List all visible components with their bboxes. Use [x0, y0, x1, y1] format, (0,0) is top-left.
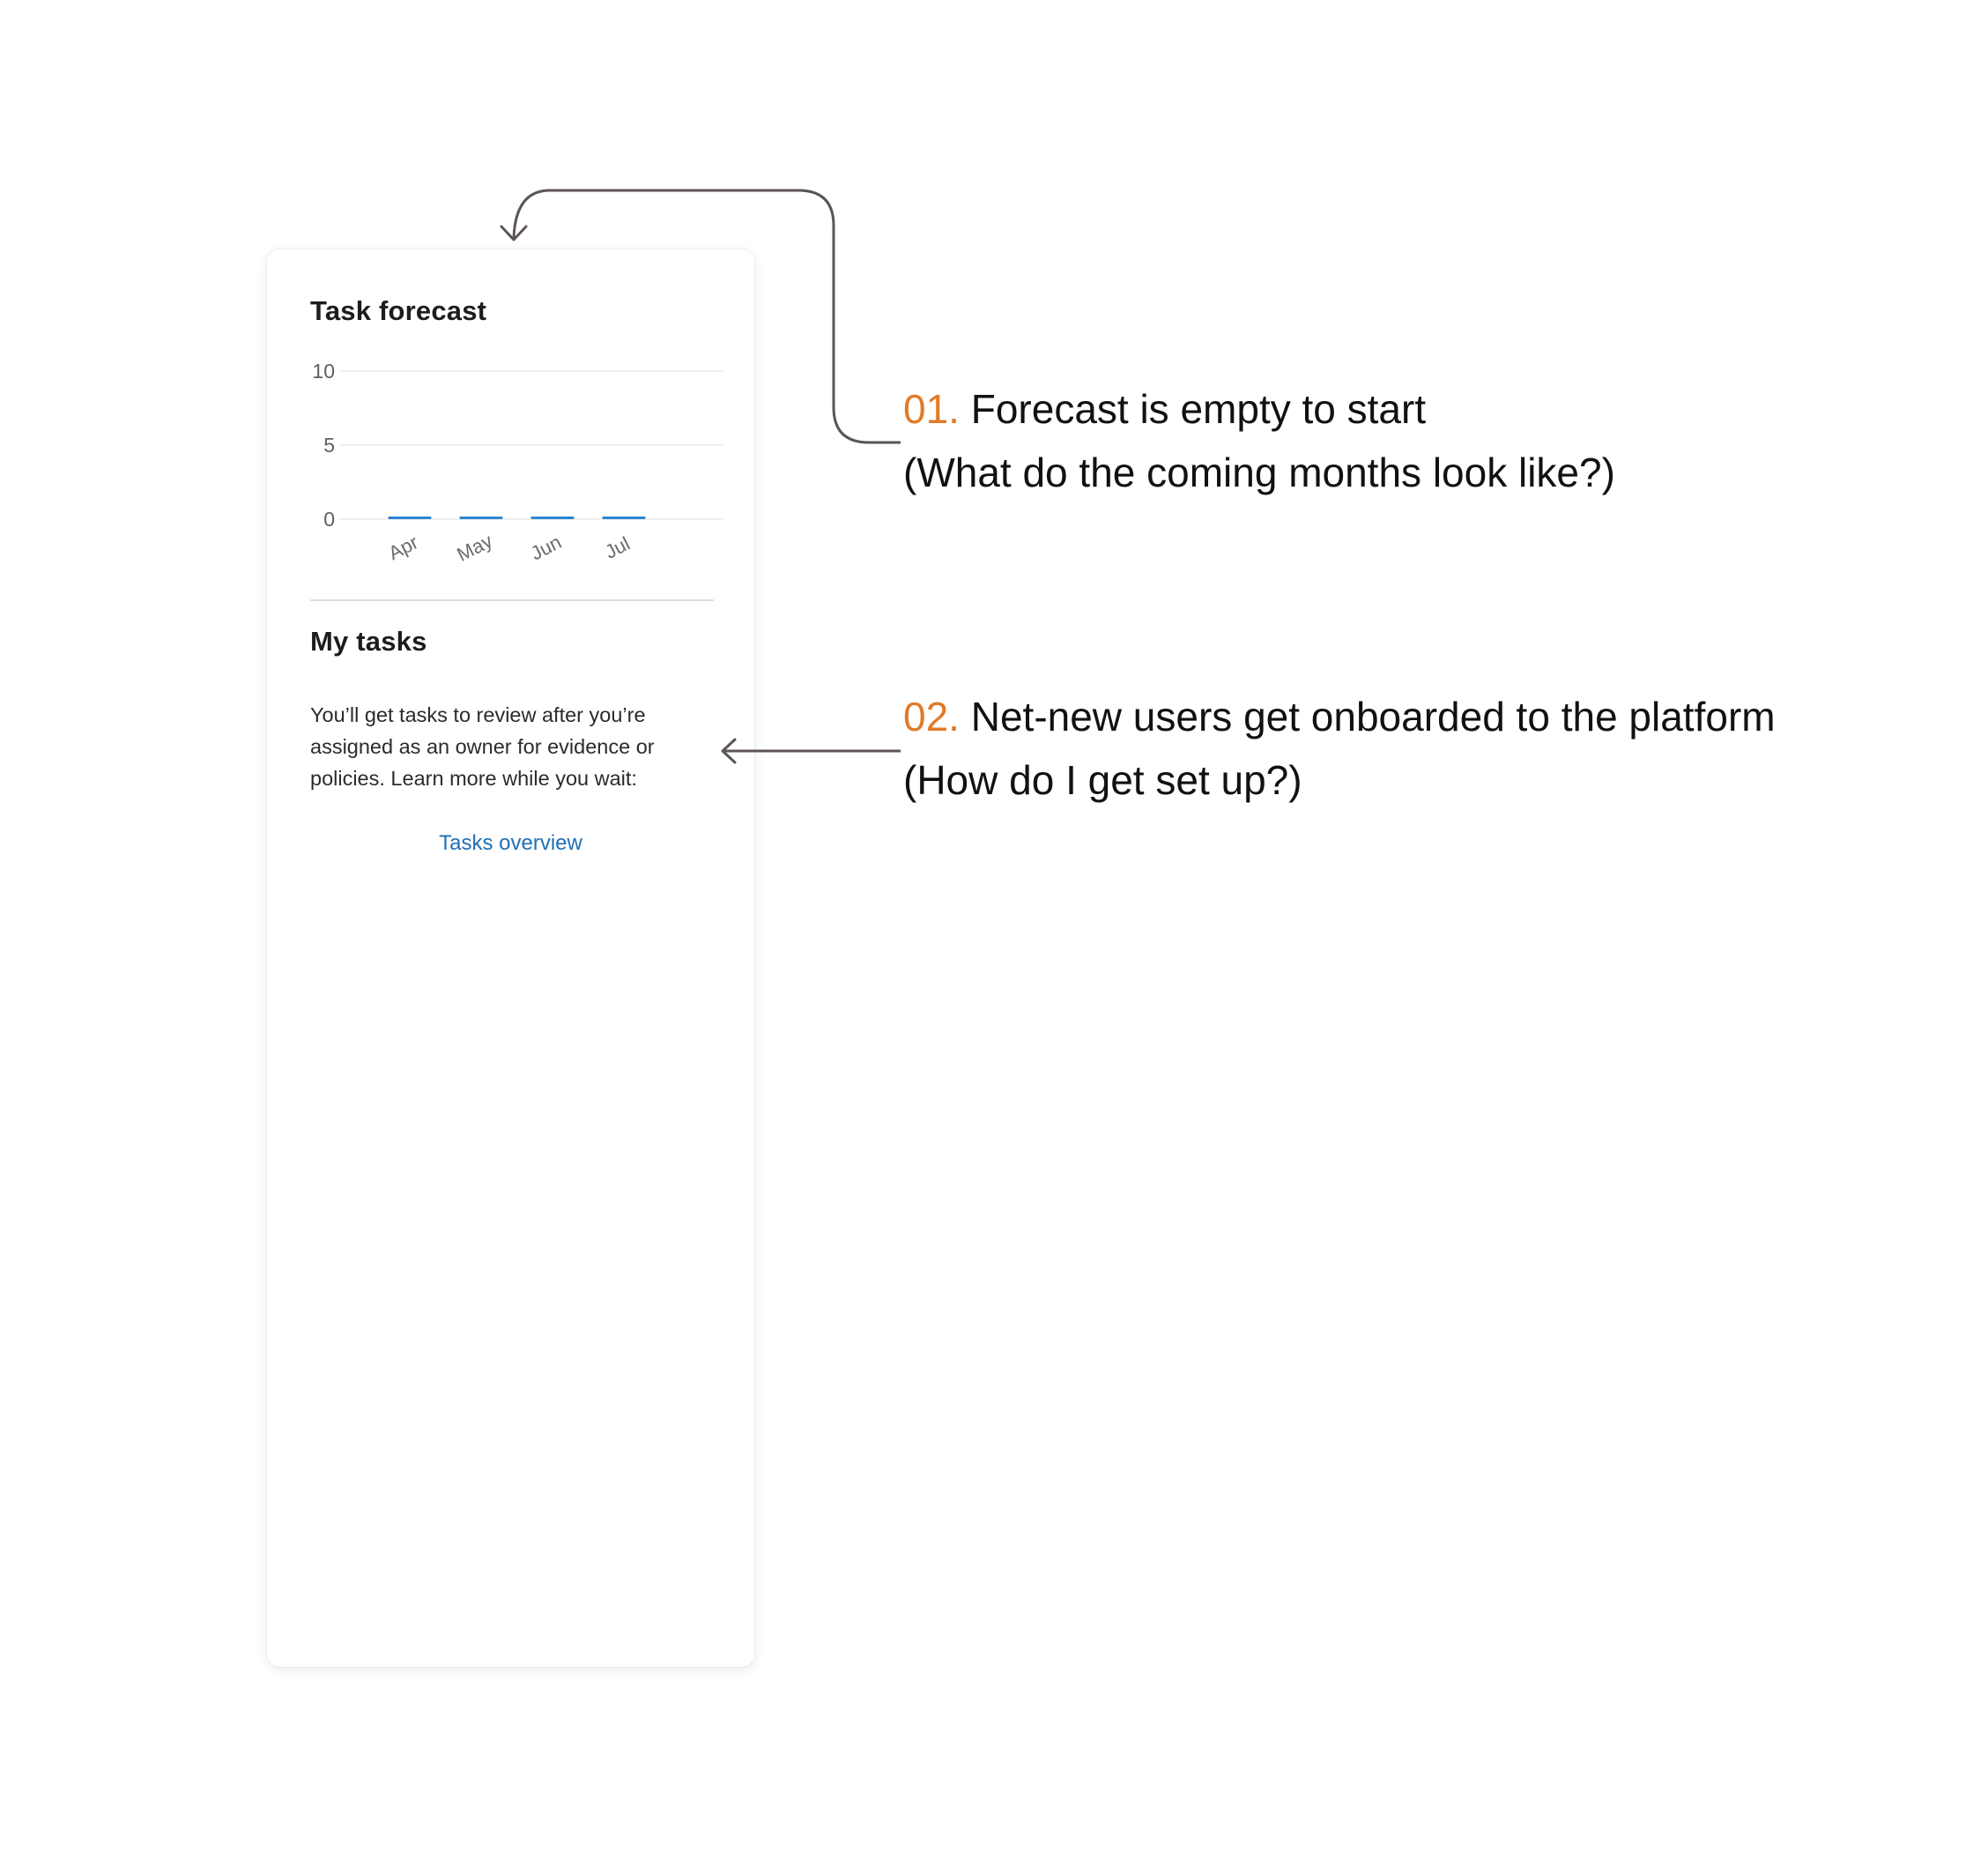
my-tasks-message-line: You’ll get tasks to review after you’re — [310, 703, 646, 726]
annotation-number: 02. — [903, 694, 960, 740]
annotation-number: 01. — [903, 386, 960, 432]
y-tick-label: 5 — [323, 434, 335, 457]
annotation-headline: Net-new users get onboarded to the platform — [970, 694, 1776, 740]
connector-line-01 — [514, 190, 901, 442]
annotation-question: (How do I get set up?) — [903, 757, 1302, 803]
x-tick-label: May — [453, 529, 496, 566]
my-tasks-message-line: policies. Learn more while you wait: — [310, 767, 637, 790]
my-tasks-title: My tasks — [310, 626, 427, 657]
x-tick-label: Jul — [601, 532, 634, 563]
annotation-02 — [903, 685, 1776, 812]
x-tick-label: Jun — [527, 531, 566, 565]
task-forecast-title: Task forecast — [310, 295, 487, 326]
y-tick-label: 0 — [323, 508, 335, 531]
annotation-headline: Forecast is empty to start — [970, 386, 1427, 432]
y-tick-label: 10 — [312, 360, 335, 383]
annotation-01 — [903, 377, 1615, 504]
x-tick-label: Apr — [384, 531, 422, 565]
annotation-question: (What do the coming months look like?) — [903, 450, 1615, 495]
tasks-overview-link[interactable]: Tasks overview — [439, 831, 582, 855]
my-tasks-message-line: assigned as an owner for evidence or — [310, 735, 655, 758]
